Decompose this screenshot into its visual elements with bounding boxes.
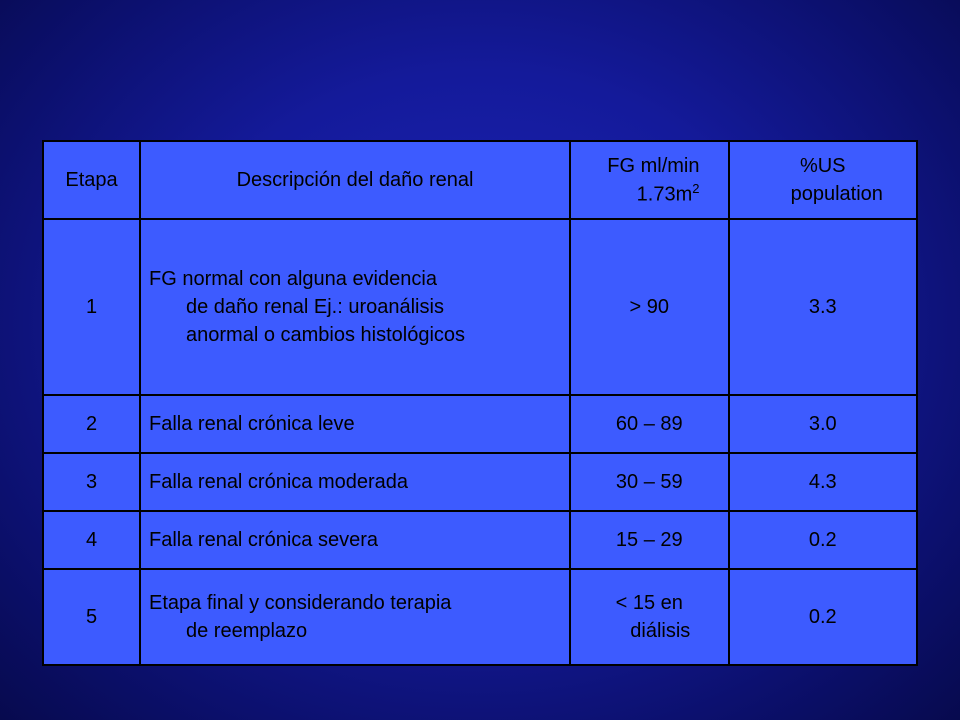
header-pop-line2: population: [790, 183, 883, 205]
table-row: [43, 511, 917, 569]
stage-cell: 3: [43, 453, 140, 511]
stage-cell: 5: [43, 569, 140, 665]
header-stage: [43, 141, 140, 219]
header-fg-superscript: 2: [692, 180, 700, 196]
header-description: [140, 141, 570, 219]
description-text: Falla renal crónica severa: [149, 529, 378, 551]
stage-cell: 1: [43, 219, 140, 395]
description-text: Falla renal crónica moderada: [149, 471, 409, 493]
header-fg-line1: FG ml/min: [607, 154, 700, 177]
fg-cell: 60 – 89: [570, 395, 728, 453]
population-cell: 0.2: [729, 511, 918, 569]
fg-cell: 30 – 59: [570, 453, 728, 511]
table-row: [43, 395, 917, 453]
population-cell: 4.3: [729, 453, 918, 511]
description-text: [141, 265, 569, 349]
description-text: [141, 589, 569, 645]
ckd-stages-table: [42, 140, 918, 666]
description-cell: [140, 395, 570, 453]
fg-cell: [570, 569, 728, 665]
description-cell: [140, 569, 570, 665]
description-cell: [140, 511, 570, 569]
stage-cell: 2: [43, 395, 140, 453]
header-stage-label: Etapa: [65, 168, 118, 191]
fg-cell: > 90: [570, 219, 728, 395]
fg-line: < 15 en: [615, 592, 683, 614]
description-cell: [140, 453, 570, 511]
stage-cell: 4: [43, 511, 140, 569]
description-line: anormal o cambios histológicos: [186, 324, 466, 346]
header-fg-label: [571, 152, 727, 209]
fg-line: diálisis: [630, 620, 691, 642]
table-row: [43, 569, 917, 665]
description-cell: [140, 219, 570, 395]
population-cell: 0.2: [729, 569, 918, 665]
population-cell: 3.0: [729, 395, 918, 453]
fg-text: [571, 589, 727, 645]
population-cell: 3.3: [729, 219, 918, 395]
description-line: FG normal con alguna evidencia: [149, 268, 437, 290]
table-row: [43, 453, 917, 511]
header-fg-line2: 1.73m: [636, 183, 693, 206]
table-row: [43, 219, 917, 395]
description-text: Falla renal crónica leve: [149, 413, 355, 435]
description-line: Etapa final y considerando terapia: [149, 592, 452, 614]
description-line: de daño renal Ej.: uroanálisis: [186, 296, 444, 318]
fg-cell: 15 – 29: [570, 511, 728, 569]
table-header-row: [43, 141, 917, 219]
description-line: de reemplazo: [186, 620, 308, 642]
header-population: [729, 141, 918, 219]
header-fg: [570, 141, 728, 219]
header-pop-line1: %US: [799, 155, 846, 177]
header-population-label: [730, 152, 917, 208]
header-description-label: Descripción del daño renal: [236, 168, 474, 191]
